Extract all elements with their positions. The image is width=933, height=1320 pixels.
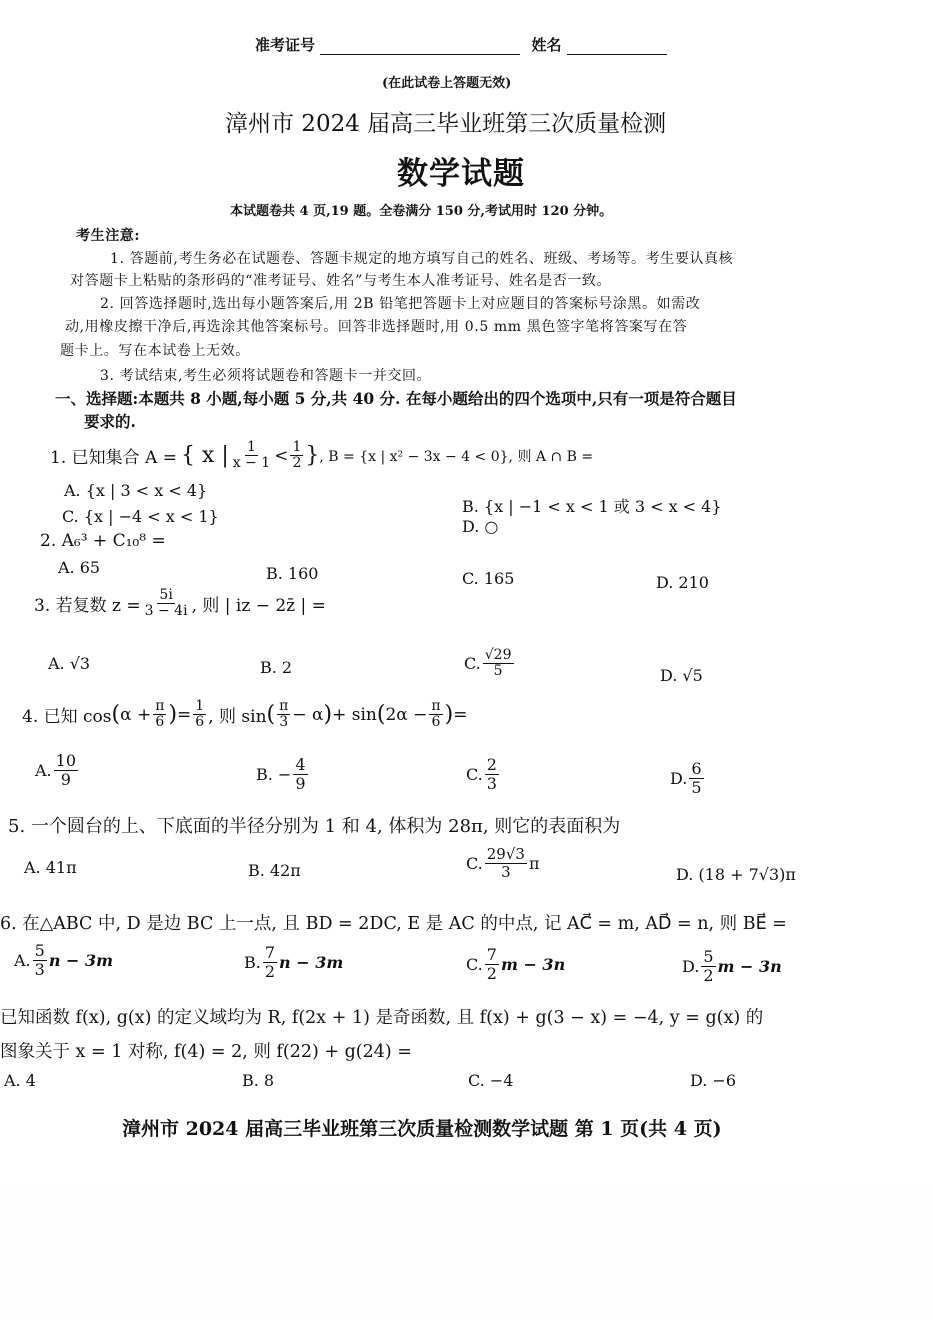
subject-title: 数学试题 (397, 156, 525, 192)
q4-pi6-num: π (431, 698, 441, 714)
q4-pi3-den: 3 (279, 714, 289, 731)
name-label: 姓名 (531, 36, 562, 54)
q4-pi-num: π (155, 698, 165, 714)
q4-r-den: 6 (195, 714, 205, 731)
q4-d-num: 6 (691, 759, 702, 778)
q4-a-fraction (54, 752, 78, 788)
q7-option-c: C. −4 (468, 1071, 514, 1090)
note-2a: 2. 回答选择题时,选出每小题答案后,用 2B 铅笔把答题卡上对应题目的答案标号涂黑。如需改 (100, 296, 701, 312)
q1-less-than: < (274, 445, 289, 466)
q6-c-den: 2 (486, 963, 497, 983)
q4-pi6-den: 6 (431, 714, 441, 731)
q1-option-a: A. {x | 3 < x < 4} (64, 481, 208, 500)
q5-c-fraction (485, 846, 527, 880)
q3-f-num: 5i (159, 587, 173, 603)
q3-f-den: 3 − 4i (144, 603, 188, 620)
q4-b-fraction (293, 756, 307, 792)
question-4-stem: 4. 已知 cos ( α + $\frac{\pi}{6}$ ) = $\frac{1}{6}$ , 则 sin ( $\frac{\pi}{3}$ − α ) + sin ( 2α − $\frac{\pi}{6}$ ) = (22, 698, 468, 731)
q5-option-d: D. (18 + 7√3)π (676, 865, 796, 884)
q4-option-d (670, 760, 706, 796)
q5-c-tail: π (528, 853, 540, 873)
question-3-stem (34, 588, 326, 620)
q6-d-fraction (701, 948, 715, 984)
q4-b-num: 4 (295, 755, 306, 774)
q4-d-label: D. (670, 768, 688, 788)
q4-pi6-fraction (153, 699, 166, 731)
q1-set-open: { x | (180, 443, 229, 469)
question-5-stem: 5. 一个圆台的上、下底面的半径分别为 1 和 4, 体积为 28π, 则它的表面积为 (8, 816, 621, 837)
q2-option-d: D. 210 (656, 573, 709, 592)
q7-option-a: A. 4 (4, 1071, 36, 1090)
exam-number-blank (320, 36, 520, 55)
question-1-stem (50, 440, 593, 472)
q6-d-tail: m − 3n (717, 956, 782, 976)
q3-c-den: 5 (493, 663, 503, 680)
q6-c-label: C. (466, 954, 483, 974)
q3-c-label: C. (464, 654, 481, 674)
exam-title: 漳州市 2024 届高三毕业班第三次质量检测 (225, 111, 667, 137)
q6-b-fraction (263, 944, 277, 980)
note-1a: 1. 答题前,考生务必在试题卷、答题卡规定的地方填写自己的姓名、班级、考场等。考生要认真核 (110, 251, 734, 267)
q4-a-den: 9 (60, 769, 71, 789)
q5-option-c (466, 846, 539, 880)
q4-a-num: 10 (55, 751, 76, 770)
q6-option-c (466, 946, 565, 982)
q4-stem-mid: , 则 sin (208, 707, 267, 728)
q4-d-fraction (689, 760, 703, 796)
q6-a-den: 3 (34, 959, 45, 979)
q4-pi3-num: π (279, 698, 289, 714)
q6-a-num: 5 (34, 941, 45, 960)
q4-stem-start: 4. 已知 cos (22, 707, 112, 728)
q6-c-fraction (485, 946, 499, 982)
q2-option-a: A. 65 (58, 558, 101, 577)
note-1b: 对答题卡上粘贴的条形码的“准考证号、姓名”与考生本人准考证号、姓名是否一致。 (70, 273, 612, 289)
q4-b-label: B. − (256, 764, 292, 784)
q6-option-b (244, 944, 343, 980)
q4-b-den: 9 (295, 773, 306, 793)
q1-stem-end: , B = {x | x² − 3x − 4 < 0}, 则 A ∩ B = (319, 448, 594, 465)
q6-a-fraction (33, 942, 47, 978)
q1-f1-den: x − 1 (232, 455, 271, 472)
exam-summary: 本试题卷共 4 页,19 题。全卷满分 150 分,考试用时 120 分钟。 (230, 204, 613, 219)
q3-option-b: B. 2 (260, 658, 293, 677)
q6-b-num: 7 (264, 943, 276, 962)
q3-c-num: √29 (484, 647, 512, 663)
q4-option-b (256, 756, 310, 792)
q6-option-d (682, 948, 782, 984)
q6-option-a (14, 942, 113, 978)
question-6-stem: 6. 在△ABC 中, D 是边 BC 上一点, 且 BD = 2DC, E 是 AC 的中点, 记 AC⃗ = m, AD⃗ = n, 则 BE⃗ = (0, 914, 787, 934)
q3-option-d: D. √5 (660, 666, 703, 685)
q5-c-label: C. (466, 853, 483, 873)
q1-f2-den: 2 (292, 455, 302, 472)
q4-option-a (35, 752, 80, 788)
q4-a-label: A. (35, 760, 52, 780)
exam-number-label: 准考证号 (255, 36, 316, 54)
q6-a-tail: n − 3m (48, 950, 114, 970)
exam-number-row (255, 34, 667, 55)
q6-d-num: 5 (703, 947, 714, 966)
q1-option-b: B. {x | −1 < x < 1 或 3 < x < 4} (462, 497, 722, 516)
q4-pi3-fraction (277, 699, 290, 731)
q4-pi6b-fraction (429, 699, 442, 731)
note-3: 3. 考试结束,考生必须将试题卷和答题卡一并交回。 (100, 368, 432, 384)
q4-r-num: 1 (195, 698, 205, 714)
q6-b-den: 2 (264, 961, 276, 981)
q4-paren3: 2α − (385, 704, 428, 725)
q4-c-label: C. (466, 764, 483, 784)
q5-option-a: A. 41π (24, 858, 77, 877)
q3-c-fraction (483, 648, 514, 680)
q7-option-d: D. −6 (690, 1071, 737, 1090)
q3-stem-start: 3. 若复数 z = (34, 596, 141, 617)
q1-fraction-1 (231, 440, 272, 472)
q1-option-d: D. ○ (462, 517, 499, 536)
q4-c-num: 2 (486, 755, 497, 774)
q2-option-b: B. 160 (266, 564, 319, 583)
q1-stem-start: 1. 已知集合 A = (50, 448, 177, 469)
q3-stem-end: , 则 | iz − 2z̄ | = (191, 596, 326, 617)
q4-d-den: 5 (691, 777, 702, 797)
note-2b: 动,用橡皮擦干净后,再选涂其他答案标号。回答非选择题时,用 0.5 mm 黑色签字笔将答案写在答 (65, 319, 688, 335)
q5-c-den: 3 (501, 862, 511, 881)
q1-fraction-2 (290, 440, 303, 472)
q6-c-num: 7 (486, 945, 497, 964)
q4-paren2: − α (292, 704, 324, 725)
q1-f2-num: 1 (292, 439, 302, 455)
q6-d-label: D. (682, 956, 700, 976)
q7-option-b: B. 8 (242, 1071, 275, 1090)
q3-fraction (143, 588, 190, 620)
q4-eq: = (177, 704, 192, 725)
q4-paren1: α + (120, 704, 152, 725)
section-heading: 一、选择题:本题共 8 小题,每小题 5 分,共 40 分. 在每小题给出的四个选项中,只有一项是符合题目 (55, 389, 737, 408)
q4-option-c (466, 756, 501, 792)
q4-plus-sin: + sin (332, 704, 377, 725)
question-2-stem: 2. A₆³ + C₁₀⁸ = (40, 531, 166, 551)
q6-d-den: 2 (703, 965, 714, 985)
name-blank (567, 36, 667, 55)
q6-b-label: B. (244, 952, 261, 972)
section-heading-cont: 要求的. (84, 412, 136, 431)
q4-end: = (453, 704, 468, 725)
q4-c-den: 3 (486, 773, 497, 793)
invalid-note: (在此试卷上答题无效) (382, 76, 512, 91)
q6-b-tail: n − 3m (279, 952, 344, 972)
q3-option-c (464, 648, 516, 680)
q2-option-c: C. 165 (462, 569, 515, 588)
q6-c-tail: m − 3n (500, 954, 566, 974)
page-footer: 漳州市 2024 届高三毕业班第三次质量检测数学试题 第 1 页(共 4 页) (122, 1118, 722, 1140)
question-7-line2: 图象关于 x = 1 对称, f(4) = 2, 则 f(22) + g(24) = (0, 1042, 412, 1062)
q1-set-close: } (305, 443, 320, 469)
q5-c-num: 29√3 (486, 845, 525, 863)
q1-f1-num: 1 (247, 439, 256, 455)
bottom-margin (0, 1185, 933, 1320)
question-7-line1: 已知函数 f(x), g(x) 的定义域均为 R, f(2x + 1) 是奇函数, 且 f(x) + g(3 − x) = −4, y = g(x) 的 (0, 1008, 764, 1028)
q4-rhs-fraction (193, 699, 206, 731)
q5-option-b: B. 42π (248, 861, 301, 880)
q6-a-label: A. (14, 950, 31, 970)
note-2c: 题卡上。写在本试卷上无效。 (60, 343, 250, 359)
q1-option-c: C. {x | −4 < x < 1} (62, 507, 219, 526)
q4-c-fraction (485, 756, 499, 792)
notes-heading: 考生注意: (76, 228, 141, 244)
q3-option-a: A. √3 (48, 654, 91, 673)
q4-pi-den: 6 (155, 714, 165, 731)
